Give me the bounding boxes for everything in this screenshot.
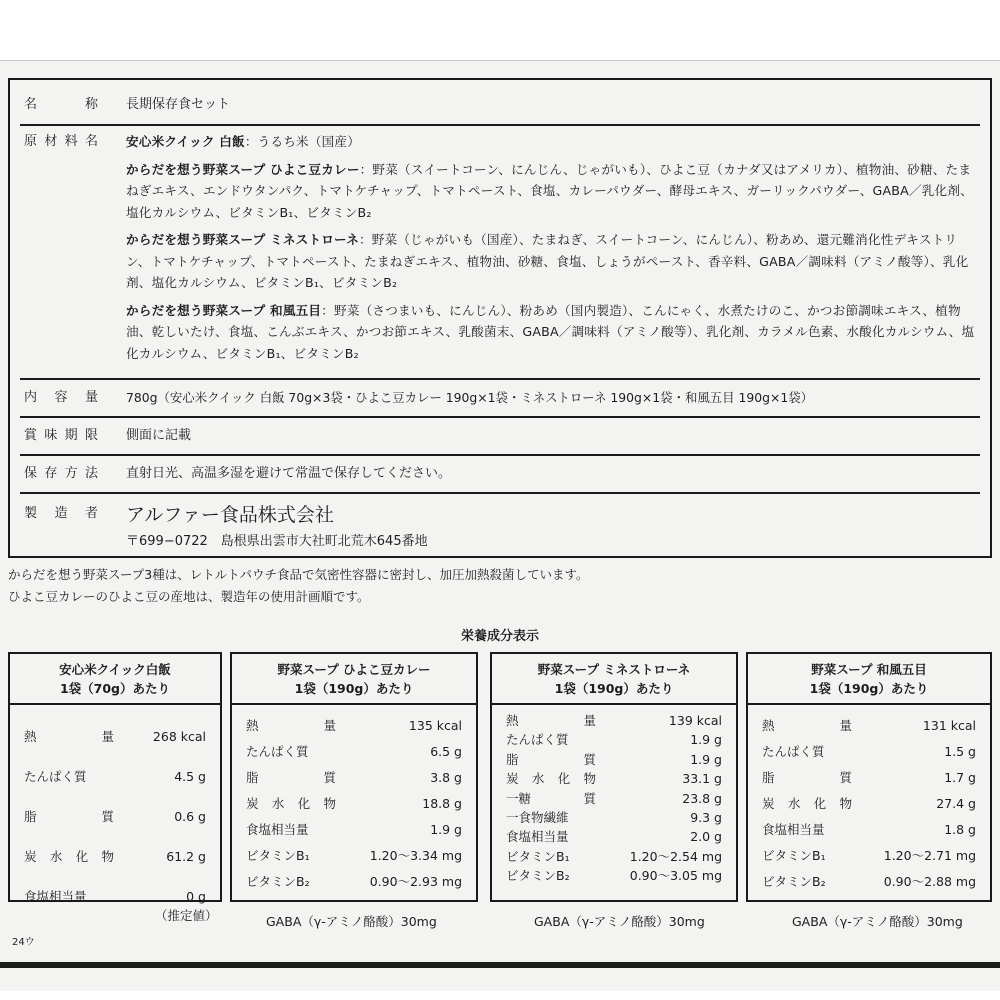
- nutrient-label: 炭 水 化 物: [24, 849, 114, 864]
- nutrient-label: 食塩相当量: [246, 822, 309, 837]
- nutrient-label: 熱 量: [24, 729, 114, 744]
- nutrient-label: 食塩相当量: [762, 822, 825, 837]
- nutrient-label: ビタミンB₁: [762, 848, 826, 863]
- ingredients-list: [126, 131, 980, 370]
- panel-serving: 1袋（190g）あたり: [294, 681, 414, 696]
- nutrition-panel-header: [10, 654, 220, 705]
- panel-serving: 1袋（70g）あたり: [59, 681, 171, 696]
- nutrient-label: 脂 質: [246, 770, 336, 785]
- package-edge: [0, 962, 1000, 968]
- nutrient-value: 23.8 g: [682, 790, 722, 806]
- nutrition-title: 栄養成分表示: [460, 629, 539, 644]
- nutrient-row: [762, 869, 976, 895]
- nutrient-value: 18.8 g: [422, 796, 462, 811]
- nutrient-row: [762, 765, 976, 791]
- panel-serving: 1袋（190g）あたり: [554, 681, 674, 696]
- nutrient-row: [762, 791, 976, 817]
- nutrient-label: ビタミンB₂: [506, 868, 570, 884]
- note-origin: ひよこ豆カレーのひよこ豆の産地は、製造年の使用計画順です。: [8, 589, 370, 604]
- nutrient-value: 0.6 g: [174, 809, 206, 824]
- nutrition-panel: [746, 652, 992, 902]
- nutrient-value: 61.2 g: [166, 849, 206, 864]
- nutrient-row: [246, 765, 462, 791]
- row-label: 内 容 量: [24, 390, 98, 405]
- nutrient-row: [506, 789, 722, 808]
- nutrient-row: [506, 730, 722, 749]
- nutrient-value: 1.9 g: [690, 732, 722, 748]
- ingredient-entry: からだを想う野菜スープ ミネストローネ：野菜（じゃがいも（国産）、たまねぎ、スイートコーン、にんじん）、粉あめ、還元難消化性デキストリン、トマトケチャップ、トマトペースト、たまねぎエキス、植物油、砂糖、食塩、しょうがペースト、香辛料、GABA／調味料（アミノ酸等）、乳化剤、塩化カルシウム、ビタミンB₁、ビタミンB₂: [126, 232, 969, 290]
- product-name: 長期保存食セット: [126, 97, 231, 112]
- nutrient-value: 0.90〜3.05 mg: [629, 868, 722, 884]
- panel-serving: 1袋（190g）あたり: [809, 681, 929, 696]
- nutrient-label: 一食物繊維: [506, 809, 569, 825]
- product-info-table: [8, 78, 992, 558]
- nutrient-row: [246, 817, 462, 843]
- gaba-note: GABA（γ-アミノ酪酸）30mg: [266, 914, 437, 929]
- nutrient-value: 139 kcal: [668, 713, 722, 728]
- nutrient-row: [246, 791, 462, 817]
- nutrient-value: 1.20〜3.34 mg: [369, 848, 462, 863]
- maker-company: アルファー食品株式会社: [126, 504, 334, 526]
- nutrient-row: [506, 750, 722, 769]
- nutrient-value: 1.20〜2.71 mg: [883, 848, 976, 863]
- nutrient-row: [246, 869, 462, 895]
- nutrient-row: [762, 739, 976, 765]
- nutrient-value: 1.8 g: [944, 822, 976, 837]
- nutrient-row: [24, 837, 206, 877]
- nutrient-row: [246, 713, 462, 739]
- divider: [20, 124, 980, 126]
- divider: [20, 492, 980, 494]
- nutrient-row: [762, 817, 976, 843]
- nutrient-value: 0.90〜2.93 mg: [369, 874, 462, 889]
- nutrition-panel: [490, 652, 738, 902]
- maker-address: 〒699−0722 島根県出雲市大社町北荒木645番地: [126, 534, 428, 549]
- row-label: 原 材 料 名: [24, 134, 98, 149]
- nutrient-value: 1.9 g: [690, 751, 722, 767]
- nutrient-row: [24, 757, 206, 797]
- nutrient-label: 熱 量: [246, 718, 336, 733]
- nutrient-label: たんぱく質: [246, 744, 309, 759]
- panel-product-title: 野菜スープ 和風五目: [811, 662, 927, 677]
- nutrient-value: 27.4 g: [936, 796, 976, 811]
- nutrient-label: 熱 量: [762, 718, 852, 733]
- storage-value: 直射日光、高温多湿を避けて常温で保存してください。: [126, 466, 452, 481]
- nutrition-panel: [8, 652, 222, 902]
- nutrient-value: 33.1 g: [682, 771, 722, 787]
- best-before-value: 側面に記載: [126, 428, 192, 443]
- nutrition-panel-header: [232, 654, 476, 705]
- nutrition-panel-header: [748, 654, 990, 705]
- nutrient-row: [506, 866, 722, 885]
- nutrient-label: 熱 量: [506, 713, 596, 728]
- ingredient-entry: からだを想う野菜スープ ひよこ豆カレー：野菜（スイートコーン、にんじん、じゃがいも）、ひよこ豆（カナダ又はアメリカ）、植物油、砂糖、たまねぎエキス、エンドウタンパク、トマトケチャップ、トマトペースト、食塩、カレーパウダー、酵母エキス、ガーリックパウダー、GABA／乳化剤、塩化カルシウム、ビタミンB₁、ビタミンB₂: [126, 161, 973, 220]
- nutrient-row: [506, 808, 722, 827]
- note-retort: からだを想う野菜スープ3種は、レトルトパウチ食品で気密性容器に密封し、加圧加熱殺菌しています。: [8, 567, 589, 582]
- row-label: 製 造 者: [24, 506, 98, 521]
- nutrient-label: ビタミンB₁: [506, 848, 570, 864]
- row-label: 保 存 方 法: [24, 466, 98, 481]
- nutrient-row: [506, 711, 722, 730]
- panel-product-title: 野菜スープ ひよこ豆カレー: [277, 662, 431, 677]
- nutrient-value: 2.0 g: [690, 829, 722, 845]
- nutrient-label: たんぱく質: [24, 769, 87, 784]
- nutrient-label: たんぱく質: [506, 732, 569, 748]
- nutrient-row: [24, 797, 206, 837]
- nutrition-panel-header: [492, 654, 736, 705]
- nutrient-row: [762, 713, 976, 739]
- divider: [20, 416, 980, 418]
- nutrient-row: [506, 847, 722, 866]
- nutrient-value: 0.90〜2.88 mg: [883, 874, 976, 889]
- nutrient-label: 食塩相当量: [506, 829, 569, 845]
- nutrient-value: 4.5 g: [174, 769, 206, 784]
- estimate-note: （推定値）: [155, 908, 218, 923]
- nutrient-value: 131 kcal: [922, 718, 976, 733]
- nutrient-value: 3.8 g: [430, 770, 462, 785]
- ingredient-entry: からだを想う野菜スープ 和風五目：野菜（さつまいも、にんじん）、粉あめ（国内製造）、こんにゃく、水煮たけのこ、かつお節調味エキス、植物油、乾しいたけ、食塩、こんぶエキス、かつお節エキス、乳酸菌末、GABA／調味料（アミノ酸等）、乳化剤、カラメル色素、水酸化カルシウム、塩化カルシウム、ビタミンB₁、ビタミンB₂: [126, 302, 975, 361]
- nutrient-value: 6.5 g: [430, 744, 462, 759]
- panel-product-title: 安心米クイック白飯: [59, 662, 171, 677]
- nutrient-label: 炭 水 化 物: [762, 796, 852, 811]
- nutrient-row: [762, 843, 976, 869]
- nutrient-label: 炭 水 化 物: [506, 771, 596, 787]
- nutrient-row: [506, 769, 722, 788]
- row-label: 名 称: [24, 97, 98, 112]
- gaba-note: GABA（γ-アミノ酪酸）30mg: [534, 914, 705, 929]
- nutrient-value: 1.20〜2.54 mg: [629, 848, 722, 864]
- panel-product-title: 野菜スープ ミネストローネ: [537, 662, 691, 677]
- nutrient-value: 268 kcal: [152, 729, 206, 744]
- nutrient-label: 一糖 質: [506, 790, 596, 806]
- nutrient-value: 1.9 g: [430, 822, 462, 837]
- nutrient-value: 135 kcal: [408, 718, 462, 733]
- nutrient-label: たんぱく質: [762, 744, 825, 759]
- nutrient-label: 脂 質: [506, 751, 596, 767]
- nutrient-label: 脂 質: [762, 770, 852, 785]
- nutrient-label: ビタミンB₁: [246, 848, 310, 863]
- row-label: 賞 味 期 限: [24, 428, 98, 443]
- nutrient-row: [246, 739, 462, 765]
- nutrient-label: 炭 水 化 物: [246, 796, 336, 811]
- lot-code: 24ウ: [12, 937, 35, 948]
- nutrient-value: 1.7 g: [944, 770, 976, 785]
- nutrient-value: 1.5 g: [944, 744, 976, 759]
- nutrient-label: 脂 質: [24, 809, 114, 824]
- ingredient-entry: 安心米クイック 白飯：うるち米（国産）: [126, 134, 361, 149]
- gaba-note: GABA（γ-アミノ酪酸）30mg: [792, 914, 963, 929]
- nutrient-value: 0 g: [186, 889, 206, 904]
- nutrition-panel: [230, 652, 478, 902]
- nutrient-row: [24, 717, 206, 757]
- nutrient-label: 食塩相当量: [24, 889, 87, 904]
- nutrient-row: [506, 827, 722, 846]
- nutrient-label: ビタミンB₂: [246, 874, 310, 889]
- content-amount: 780g（安心米クイック 白飯 70g×3袋・ひよこ豆カレー 190g×1袋・ミネストローネ 190g×1袋・和風五目 190g×1袋）: [126, 390, 814, 405]
- nutrient-label: ビタミンB₂: [762, 874, 826, 889]
- nutrient-row: [246, 843, 462, 869]
- divider: [20, 378, 980, 380]
- divider: [20, 454, 980, 456]
- nutrient-value: 9.3 g: [690, 809, 722, 825]
